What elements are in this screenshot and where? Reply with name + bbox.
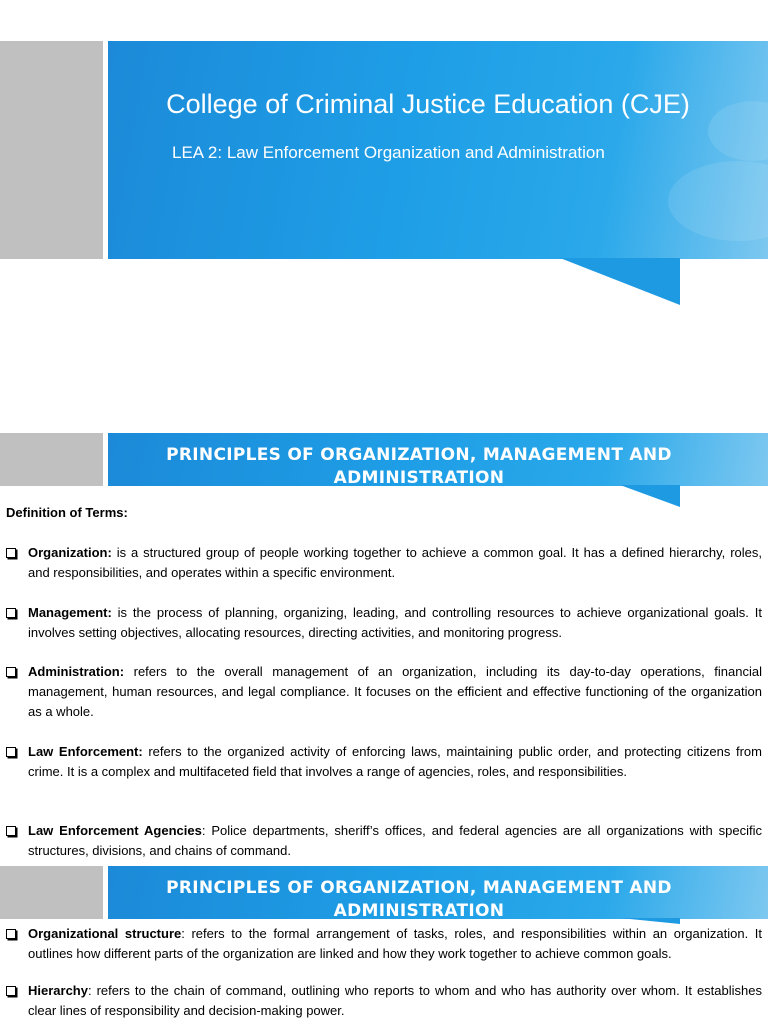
checkbox-bullet-icon: [6, 608, 16, 618]
term-definition: : refers to the formal arrangement of tasks, roles, and responsibilities within an organization. It outlines how different parts of the organization are linked and how they work together to achieve common goals.: [28, 926, 763, 961]
checkbox-bullet-icon: [6, 747, 16, 757]
term-definition: : refers to the chain of command, outlining who reports to whom and who has authority over whom. It establishes clear lines of responsibility and decision-making power.: [28, 983, 762, 1018]
term-item: [6, 924, 762, 964]
term-label: Hierarchy: [28, 983, 88, 998]
checkbox-bullet-icon: [6, 667, 16, 677]
slide2-side-bar: [0, 433, 103, 486]
term-label: Organization:: [28, 545, 112, 560]
term-item: [6, 821, 762, 861]
term-item: [6, 662, 762, 722]
term-item: [6, 543, 762, 583]
term-definition: refers to the organized activity of enforcing laws, maintaining public order, and protecting citizens from crime. It is a complex and multifaceted field that involves a range of agencies, roles, and responsibilities.: [28, 744, 762, 779]
term-label: Law Enforcement Agencies: [28, 823, 202, 838]
term-definition: is a structured group of people working together to achieve a common goal. It has a defined hierarchy, roles, and responsibilities, and operates within a specific environment.: [28, 545, 762, 580]
slide1-side-bar: [0, 41, 103, 259]
term-definition: : Police departments, sheriff’s offices, and federal agencies are all organizations with specific structures, divisions, and chains of command.: [28, 823, 762, 858]
banner-cloud: [668, 161, 768, 241]
term-item: [6, 603, 762, 643]
checkbox-bullet-icon: [6, 929, 16, 939]
term-label: Management:: [28, 605, 112, 620]
term-definition: is the process of planning, organizing, leading, and controlling resources to achieve organizational goals. It involves setting objectives, allocating resources, directing activities, and monitoring progress.: [28, 605, 762, 640]
slide3-section-title: PRINCIPLES OF ORGANIZATION, MANAGEMENT AND ADMINISTRATION: [166, 878, 672, 921]
definition-heading: Definition of Terms:: [6, 505, 128, 520]
slide1-title: College of Criminal Justice Education (CJE): [166, 89, 690, 119]
slide1-subtitle: LEA 2: Law Enforcement Organization and Administration: [172, 143, 605, 162]
checkbox-bullet-icon: [6, 548, 16, 558]
term-item: [6, 981, 762, 1021]
term-label: Administration:: [28, 664, 125, 679]
checkbox-bullet-icon: [6, 826, 16, 836]
slide2-section-title: PRINCIPLES OF ORGANIZATION, MANAGEMENT AND ADMINISTRATION: [166, 445, 672, 488]
slide1-banner-tail: [560, 258, 682, 306]
term-definition: refers to the overall management of an organization, including its day-to-day operations, financial management, human resources, and legal compliance. It focuses on the efficient and effective functioning of the organization as a whole.: [28, 664, 762, 719]
term-item: [6, 742, 762, 782]
checkbox-bullet-icon: [6, 986, 16, 996]
term-label: Organizational structure: [28, 926, 182, 941]
term-label: Law Enforcement:: [28, 744, 143, 759]
slide3-side-bar: [0, 866, 103, 919]
